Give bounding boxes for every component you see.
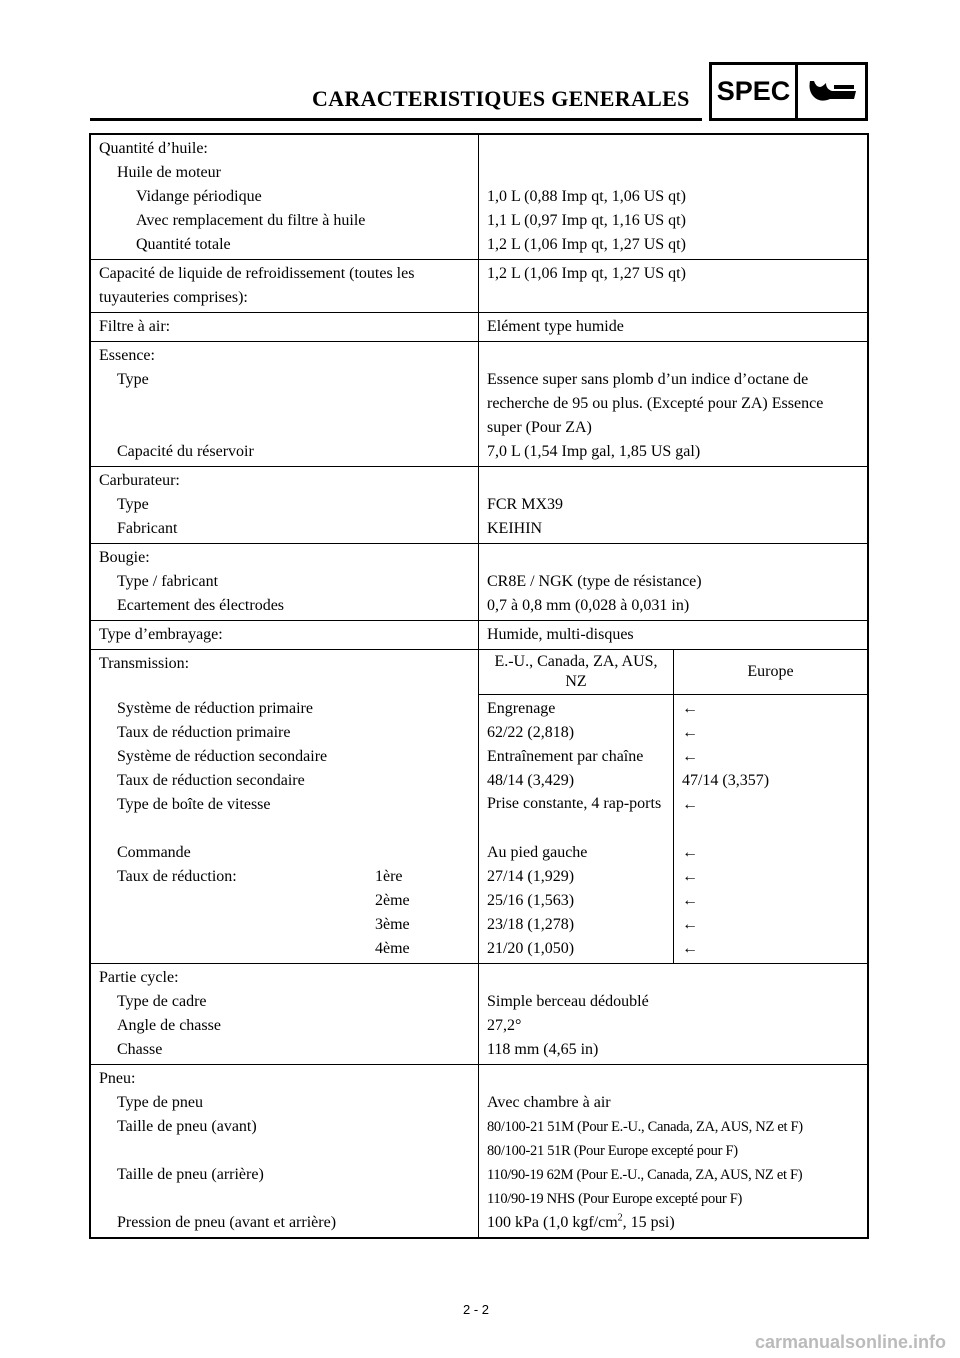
table-row	[90, 342, 868, 467]
fuel-tank-label: Capacité du réservoir	[117, 443, 254, 460]
coolant-value: 1,2 L (1,06 Imp qt, 1,27 US qt)	[486, 265, 686, 282]
trans-value-a: Prise constante, 4 rap-ports	[486, 795, 662, 812]
trans-label: Système de réduction primaire	[117, 699, 313, 717]
carburetor-maker-label: Fabricant	[117, 520, 178, 537]
trail-label: Chasse	[117, 1041, 163, 1058]
tire-rear-label: Taille de pneu (arrière)	[117, 1166, 264, 1183]
trans-label: Type de boîte de vitesse	[117, 795, 271, 813]
trans-value-a: 48/14 (3,429)	[486, 772, 575, 789]
wrench-icon	[798, 65, 865, 118]
spec-label: SPEC	[712, 65, 798, 118]
tire-rear-value-1: 110/90-19 62M (Pour E.-U., Canada, ZA, AUS, NZ et F)	[486, 1167, 803, 1183]
spark-plug-label: Bougie:	[99, 549, 150, 566]
frame-value: Simple berceau dédoublé	[486, 993, 649, 1010]
table-row	[90, 134, 868, 260]
trans-value-b: 47/14 (3,357)	[681, 772, 770, 789]
gear-name: 4ème	[375, 939, 410, 957]
fuel-type-value: Essence super sans plomb d’un indice d’octane de recherche de 95 ou plus. (Excepté pour ZA) Essence super (Pour ZA)	[486, 371, 824, 436]
page-title: CARACTERISTIQUES GENERALES	[312, 86, 690, 111]
tire-front-label: Taille de pneu (avant)	[117, 1118, 257, 1135]
air-filter-value: Elément type humide	[486, 318, 624, 335]
fuel-type-label: Type	[117, 371, 149, 388]
carburetor-type-label: Type	[117, 496, 149, 513]
clutch-label: Type d’embrayage:	[99, 626, 223, 643]
page-number: 2 - 2	[463, 1302, 490, 1317]
trans-value-b: ←	[681, 844, 698, 861]
coolant-label: Capacité de liquide de refroidissement (toutes les tuyauteries comprises):	[99, 265, 415, 306]
trans-label: Taux de réduction secondaire	[117, 771, 305, 789]
trans-value-b: ←	[681, 748, 698, 765]
transmission-col-b: Europe	[747, 663, 794, 680]
oil-filter-label: Avec remplacement du filtre à huile	[136, 212, 366, 229]
tire-front-value-1: 80/100-21 51M (Pour E.-U., Canada, ZA, AUS, NZ et F)	[486, 1119, 803, 1135]
trans-value-b: ←	[681, 724, 698, 741]
trans-label: Commande	[117, 843, 191, 861]
tire-pressure-value: 100 kPa (1,0 kgf/$cm^2$, 15 psi)	[486, 1212, 675, 1231]
spec-table	[89, 133, 869, 1239]
spec-badge	[709, 62, 868, 121]
footer-watermark[interactable]: carmanualsonline.info	[754, 1332, 946, 1352]
caster-value: 27,2°	[486, 1017, 522, 1034]
table-row	[90, 313, 868, 342]
tire-label: Pneu:	[99, 1070, 136, 1087]
trans-value-a: Au pied gauche	[486, 844, 588, 861]
table-row	[90, 260, 868, 313]
air-filter-label: Filtre à air:	[99, 318, 171, 335]
gear-value-b: ←	[681, 940, 698, 957]
oil-total-label: Quantité totale	[136, 236, 231, 253]
transmission-label: Transmission:	[99, 655, 190, 672]
gear-ratio-label: Taux de réduction:	[117, 867, 237, 885]
gear-value-a: 25/16 (1,563)	[486, 892, 575, 909]
gear-name: 2ème	[375, 891, 410, 909]
tire-type-label: Type de pneu	[117, 1094, 203, 1111]
gear-value-a: 27/14 (1,929)	[486, 868, 575, 885]
clutch-value: Humide, multi-disques	[486, 626, 634, 643]
spark-plug-type-label: Type / fabricant	[117, 573, 219, 590]
oil-label: Quantité d’huile:	[99, 140, 208, 157]
trans-value-b: ←	[681, 796, 698, 813]
gear-value-b: ←	[681, 892, 698, 909]
table-row	[90, 467, 868, 544]
carburetor-label: Carburateur:	[99, 472, 180, 489]
oil-periodic-label: Vidange périodique	[136, 188, 262, 205]
spark-plug-type-value: CR8E / NGK (type de résistance)	[486, 573, 702, 590]
gear-value-a: 23/18 (1,278)	[486, 916, 575, 933]
trans-label: Taux de réduction primaire	[117, 723, 291, 741]
tire-rear-value-2: 110/90-19 NHS (Pour Europe excepté pour F)	[486, 1191, 743, 1207]
oil-total-value: 1,2 L (1,06 Imp qt, 1,27 US qt)	[486, 236, 686, 253]
transmission-col-a: E.-U., Canada, ZA, AUS, NZ	[494, 653, 658, 690]
spark-plug-gap-label: Ecartement des électrodes	[117, 597, 285, 614]
chassis-label: Partie cycle:	[99, 969, 179, 986]
gear-value-b: ←	[681, 916, 698, 933]
title-rule	[90, 118, 702, 121]
gear-name: 1ère	[375, 867, 403, 885]
trans-value-a: 62/22 (2,818)	[486, 724, 575, 741]
spark-plug-gap-value: 0,7 à 0,8 mm (0,028 à 0,031 in)	[486, 597, 690, 614]
fuel-label: Essence:	[99, 347, 155, 364]
trans-label: Système de réduction secondaire	[117, 747, 328, 765]
tire-type-value: Avec chambre à air	[486, 1094, 611, 1111]
table-row	[90, 650, 868, 695]
gear-value-b: ←	[681, 868, 698, 885]
carburetor-type-value: FCR MX39	[486, 496, 564, 513]
engine-oil-label: Huile de moteur	[117, 164, 221, 181]
trans-value-a: Engrenage	[486, 700, 556, 717]
gear-name: 3ème	[375, 915, 410, 933]
gear-value-a: 21/20 (1,050)	[486, 940, 575, 957]
trans-value-b: ←	[681, 700, 698, 717]
table-row	[90, 695, 868, 964]
carburetor-maker-value: KEIHIN	[486, 520, 543, 537]
trans-value-a: Entraînement par chaîne	[486, 748, 644, 765]
tire-pressure-label: Pression de pneu (avant et arrière)	[117, 1214, 337, 1231]
table-row	[90, 964, 868, 1065]
table-row	[90, 1065, 868, 1239]
frame-label: Type de cadre	[117, 993, 207, 1010]
caster-label: Angle de chasse	[117, 1017, 221, 1034]
trail-value: 118 mm (4,65 in)	[486, 1041, 599, 1058]
fuel-tank-value: 7,0 L (1,54 Imp gal, 1,85 US gal)	[486, 443, 701, 460]
table-row	[90, 544, 868, 621]
table-row	[90, 621, 868, 650]
oil-periodic-value: 1,0 L (0,88 Imp qt, 1,06 US qt)	[486, 188, 686, 205]
oil-filter-value: 1,1 L (0,97 Imp qt, 1,16 US qt)	[486, 212, 686, 229]
tire-front-value-2: 80/100-21 51R (Pour Europe excepté pour F)	[486, 1143, 738, 1159]
